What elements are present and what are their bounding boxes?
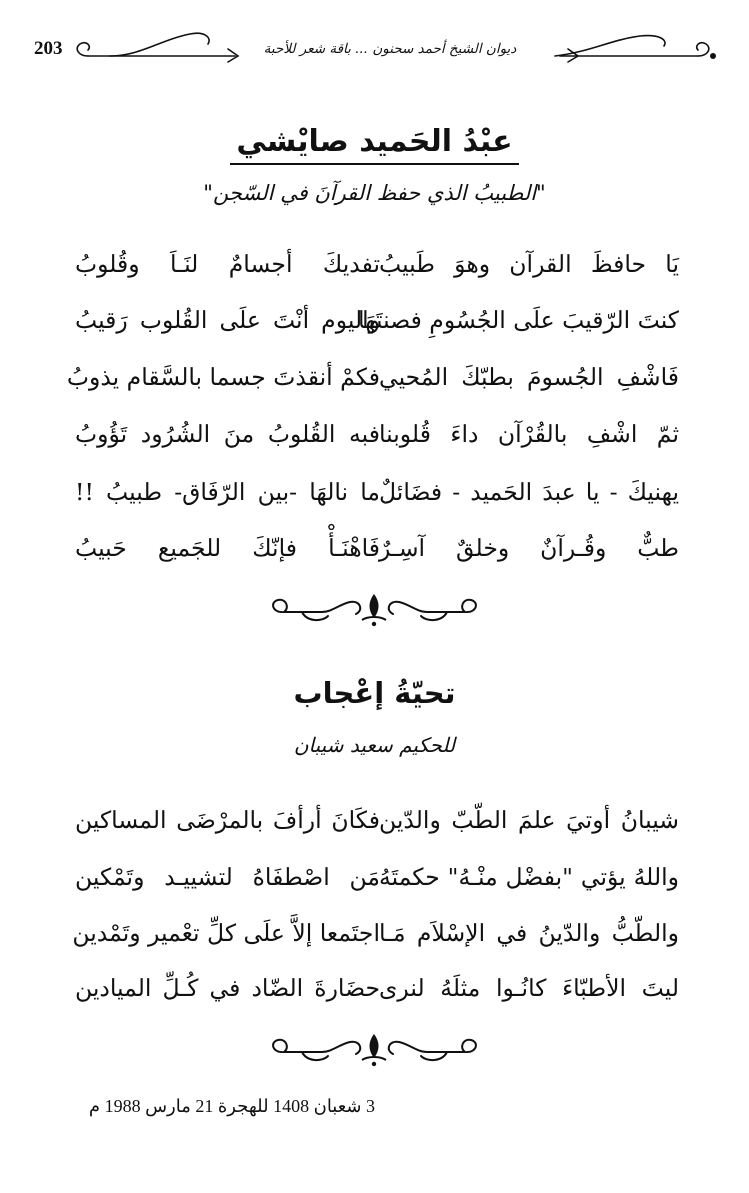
- verse-right: يهنيكَ - يا عبدَ الحَميد - فضَائلٌ: [379, 478, 679, 506]
- verse-right: فَاشْفِ الجُسومَ بطبّكَ المُحيي: [379, 363, 679, 391]
- composition-date: 3 شعبان 1408 للهجرة 21 مارس 1988 م: [88, 1096, 375, 1116]
- verse-right: ليتَ الأطبّاءَ كانُـوا مثلَهُ لنرى: [379, 974, 679, 1002]
- verse-left: حضَارةَ الضّاد في كُـلِّ الميادين: [75, 974, 380, 1002]
- verse-right: طبٌّ وقُـرآنٌ وخلقٌ آسِـرٌ: [379, 534, 679, 562]
- poem1-title: [0, 122, 749, 165]
- verse-right: والطّبُّ والدّينُ في الإسْلاَم مَـا: [379, 919, 679, 947]
- verse-right: كنتَ الرّقيبَ علَى الجُسُومِ فصنتَهَا: [358, 306, 679, 334]
- verse-left: اجتَمعا إلاَّ علَى كلِّ تعْمير وتَمْدين: [72, 919, 380, 947]
- poem2-title: [0, 673, 749, 714]
- verse-right: واللهُ يؤتي "بفضْل منْـهُ" حكمتَهُ: [379, 863, 679, 891]
- verse-right: ثمّ اشْفِ بالقُرْآن داءَ قُلوبنا: [379, 420, 679, 448]
- divider-ornament: [262, 590, 487, 630]
- verse-left: واليوم أنْتَ علَى القُلوب رَقيبُ: [75, 306, 380, 334]
- verse-left: فكَانَ أرأفَ بالمرْضَى المساكين: [75, 806, 380, 834]
- verse-left: ما نالهَا -بين الرّفَاق- طبيبُ !!: [75, 478, 380, 506]
- verse-left: فبه القُلوبُ منَ الشُرُود تَؤُوبُ: [75, 420, 380, 448]
- verse-left: فكمْ أنقذتَ جسما بالسَّقام يذوبُ: [66, 363, 380, 391]
- poem2-title-text: تحيّةُ إعْجاب: [293, 676, 456, 710]
- verse-right: شيبانُ أوتيَ علمَ الطّبّ والدّين: [379, 806, 679, 834]
- divider-ornament: [262, 1030, 487, 1070]
- poem2-subtitle: للحكيم سعيد شيبان: [293, 733, 456, 757]
- running-title: ديوان الشيخ أحمد سحنون ... باقة شعر للأحبة: [263, 41, 517, 57]
- verse-left: تفديكَ أجسامٌ لنَـاَ وقُلوبُ: [75, 250, 380, 278]
- page-number: 203: [34, 38, 63, 59]
- verse-right: يَا حافظَ القرآن وهوَ طَبيبُ: [379, 250, 679, 278]
- verse-left: فَاهْنَـأْ فإنّكَ للجَميع حَبيبُ: [75, 534, 380, 562]
- poem1-subtitle: "الطبيبُ الذي حفظ القرآنَ في السّجن": [203, 181, 546, 205]
- verse-left: مَن اصْطفَاهُ لتشييـد وتَمْكين: [75, 863, 380, 891]
- poem1-title-text: عبْدُ الحَميد صايْشي: [230, 122, 518, 165]
